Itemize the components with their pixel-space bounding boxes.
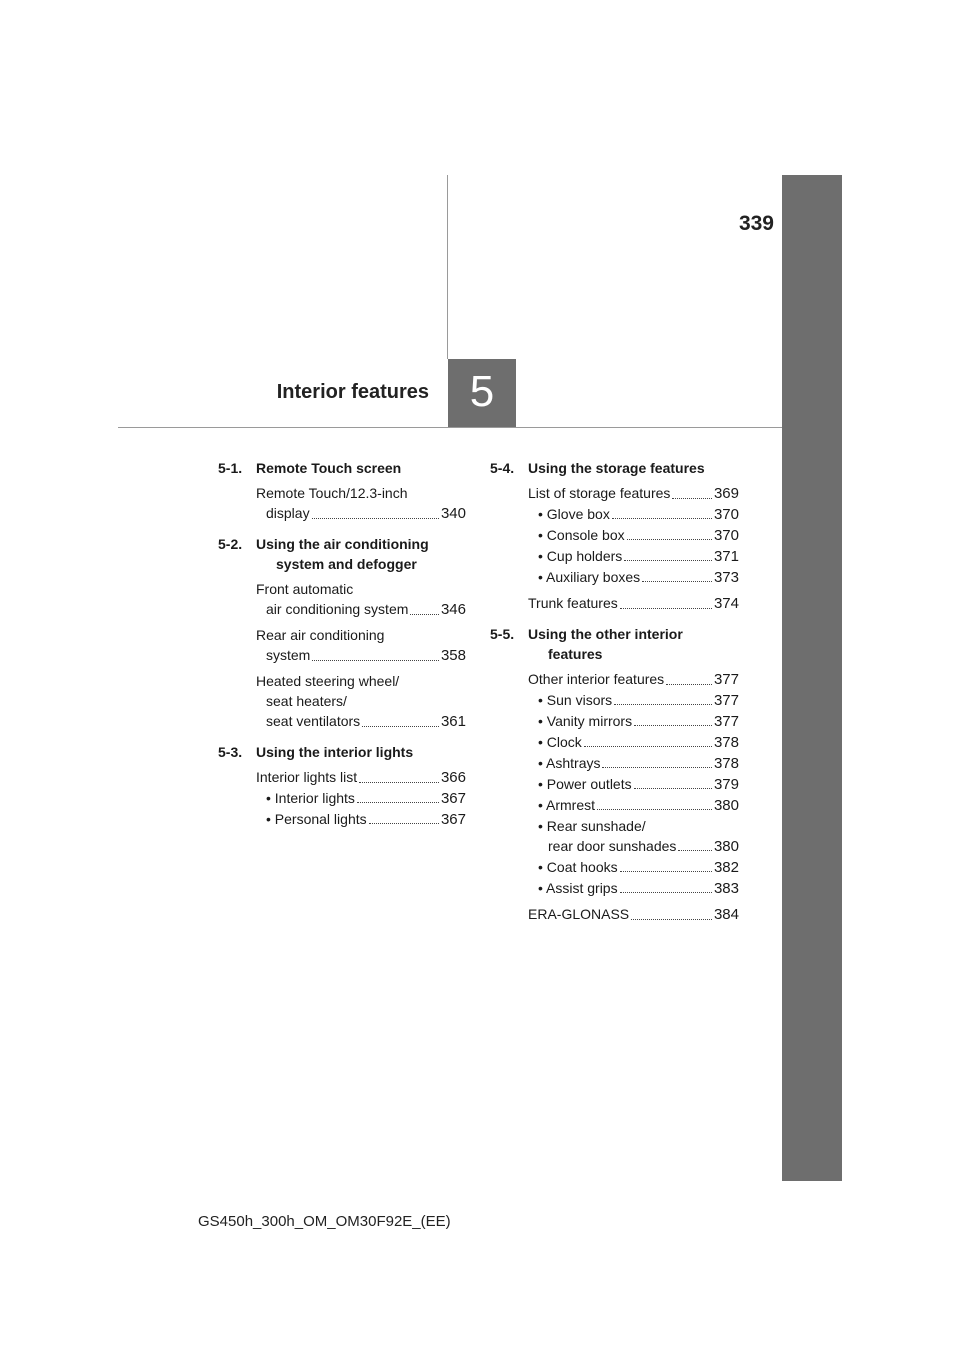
section-number: 5-1. [218, 460, 243, 476]
dot-leader [678, 850, 712, 851]
entry-label: system [266, 647, 311, 663]
toc-entry-vanity-mirrors[interactable] [490, 711, 739, 732]
entry-page: 370 [713, 506, 739, 523]
entry-label: • Power outlets [538, 776, 632, 792]
entry-label: • Interior lights [266, 790, 355, 806]
entry-page: 378 [713, 755, 739, 772]
section-title: features [548, 646, 603, 662]
dot-leader [642, 581, 712, 582]
section-title: Remote Touch screen [256, 460, 402, 476]
entry-page: 346 [440, 601, 466, 618]
entry-page: 374 [713, 595, 739, 612]
toc-entry-other-interior[interactable] [490, 669, 739, 690]
entry-label: • Auxiliary boxes [538, 569, 641, 585]
entry-label: • Coat hooks [538, 859, 618, 875]
entry-label: • Sun visors [538, 692, 613, 708]
entry-label: seat heaters/ [266, 693, 347, 709]
side-tab-bar [782, 175, 842, 1181]
entry-label: List of storage features [528, 485, 671, 501]
entry-page: 358 [440, 647, 466, 664]
toc-entry-auxiliary-boxes[interactable] [490, 567, 739, 588]
chapter-title: Interior features [276, 381, 429, 403]
toc-entry-armrest[interactable] [490, 795, 739, 816]
entry-label: ERA-GLONASS [528, 906, 630, 922]
section-title: Using the air conditioning [256, 536, 429, 552]
dot-leader [312, 660, 439, 661]
toc-entry-clock[interactable] [490, 732, 739, 753]
toc-entry-heated-steering[interactable] [218, 671, 466, 732]
dot-leader [602, 767, 711, 768]
entry-page: 340 [440, 505, 466, 522]
toc-entry-sun-visors[interactable] [490, 690, 739, 711]
entry-label: • Clock [538, 734, 582, 750]
toc-section-5-5[interactable] [490, 624, 739, 664]
entry-page: 380 [713, 838, 739, 855]
entry-label: Trunk features [528, 595, 618, 611]
toc-entry-cup-holders[interactable] [490, 546, 739, 567]
section-number: 5-3. [218, 744, 243, 760]
entry-page: 377 [713, 671, 739, 688]
dot-leader [620, 892, 712, 893]
section-title: Using the other interior [528, 626, 683, 642]
dot-leader [357, 802, 439, 803]
toc-entry-coat-hooks[interactable] [490, 857, 739, 878]
entry-page: 367 [440, 790, 466, 807]
entry-label: • Cup holders [538, 548, 623, 564]
toc-entry-interior-lights-list[interactable] [218, 767, 466, 788]
toc-entry-rear-sunshade[interactable] [490, 816, 739, 857]
entry-label: air conditioning system [266, 601, 409, 617]
section-number: 5-4. [490, 460, 515, 476]
toc-entry-console-box[interactable] [490, 525, 739, 546]
entry-label: • Rear sunshade/ [538, 818, 646, 834]
entry-label: Heated steering wheel/ [256, 673, 400, 689]
toc-entry-glove-box[interactable] [490, 504, 739, 525]
dot-leader [410, 614, 439, 615]
toc-entry-era-glonass[interactable] [490, 904, 739, 925]
toc-entry-assist-grips[interactable] [490, 878, 739, 899]
entry-page: 377 [713, 713, 739, 730]
entry-label: • Armrest [538, 797, 596, 813]
entry-label: Rear air conditioning [256, 627, 385, 643]
dot-leader [672, 498, 712, 499]
entry-label: Other interior features [528, 671, 665, 687]
entry-page: 380 [713, 797, 739, 814]
toc-left-column [218, 458, 466, 830]
section-title: system and defogger [276, 556, 417, 572]
toc-entry-remote-touch[interactable] [218, 483, 466, 524]
entry-page: 361 [440, 713, 466, 730]
dot-leader [631, 919, 712, 920]
entry-page: 373 [713, 569, 739, 586]
header-rule [118, 427, 782, 428]
page-number: 339 [738, 212, 774, 235]
dot-leader [312, 518, 439, 519]
dot-leader [634, 725, 712, 726]
entry-page: 366 [440, 769, 466, 786]
toc-entry-power-outlets[interactable] [490, 774, 739, 795]
dot-leader [597, 809, 712, 810]
section-title: Using the storage features [528, 460, 705, 476]
section-number: 5-5. [490, 626, 515, 642]
entry-page: 383 [713, 880, 739, 897]
entry-label: • Ashtrays [538, 755, 601, 771]
dot-leader [620, 608, 712, 609]
footer-doc-code: GS450h_300h_OM_OM30F92E_(EE) [198, 1213, 451, 1230]
section-title: Using the interior lights [256, 744, 414, 760]
dot-leader [369, 823, 439, 824]
dot-leader [614, 704, 712, 705]
section-number: 5-2. [218, 536, 243, 552]
entry-label: • Glove box [538, 506, 610, 522]
toc-section-5-3[interactable] [218, 742, 466, 762]
toc-section-5-1[interactable] [218, 458, 466, 478]
entry-label: Remote Touch/12.3-inch [256, 485, 408, 501]
toc-section-5-2[interactable] [218, 534, 466, 574]
dot-leader [666, 684, 712, 685]
dot-leader [634, 788, 712, 789]
dot-leader [362, 726, 439, 727]
entry-label: • Console box [538, 527, 625, 543]
entry-label: seat ventilators [266, 713, 361, 729]
toc-entry-front-ac[interactable] [218, 579, 466, 620]
toc-entry-interior-lights[interactable] [218, 788, 466, 809]
toc-entry-personal-lights[interactable] [218, 809, 466, 830]
entry-label: display [266, 505, 310, 521]
toc-entry-rear-ac[interactable] [218, 625, 466, 666]
vertical-rule [447, 175, 448, 359]
toc-entry-list-storage[interactable] [490, 483, 739, 504]
entry-page: 384 [713, 906, 739, 923]
entry-page: 377 [713, 692, 739, 709]
dot-leader [627, 539, 712, 540]
toc-section-5-4[interactable] [490, 458, 739, 478]
entry-page: 379 [713, 776, 739, 793]
entry-label: • Assist grips [538, 880, 618, 896]
entry-page: 367 [440, 811, 466, 828]
entry-page: 382 [713, 859, 739, 876]
entry-label: rear door sunshades [548, 838, 677, 854]
toc-entry-trunk-features[interactable] [490, 593, 739, 614]
dot-leader [359, 782, 439, 783]
dot-leader [612, 518, 712, 519]
entry-page: 378 [713, 734, 739, 751]
entry-label: • Personal lights [266, 811, 367, 827]
entry-label: Front automatic [256, 581, 354, 597]
toc-entry-ashtrays[interactable] [490, 753, 739, 774]
entry-page: 370 [713, 527, 739, 544]
dot-leader [584, 746, 712, 747]
dot-leader [624, 560, 712, 561]
dot-leader [620, 871, 712, 872]
entry-page: 371 [713, 548, 739, 565]
entry-label: • Vanity mirrors [538, 713, 633, 729]
entry-page: 369 [713, 485, 739, 502]
chapter-number-box: 5 [448, 359, 516, 427]
toc-right-column [490, 458, 739, 925]
entry-label: Interior lights list [256, 769, 358, 785]
